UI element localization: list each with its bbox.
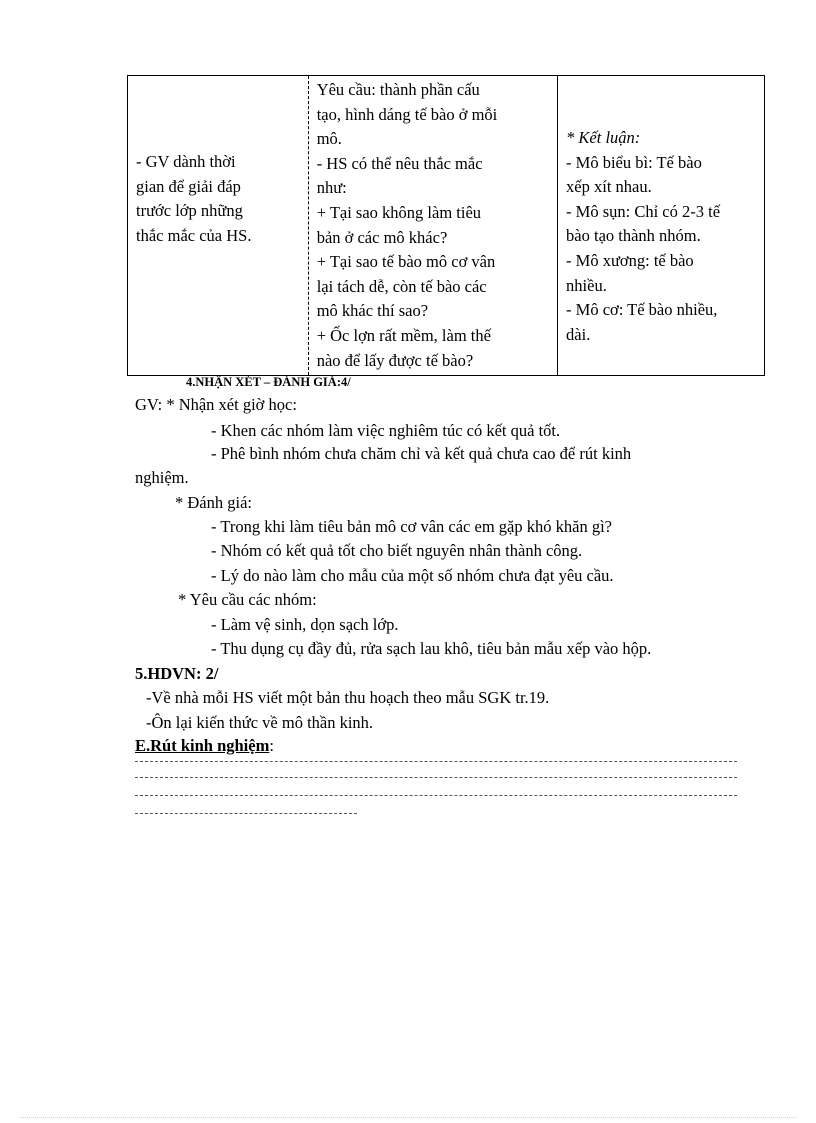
cell-line: - Mô biểu bì: Tế bào <box>566 152 702 172</box>
homework-item: -Ôn lại kiến thức về mô thần kinh. <box>146 713 374 732</box>
notes-line <box>135 795 737 796</box>
cell-line: - Mô cơ: Tế bào nhiều, <box>566 300 718 320</box>
conclusion-heading: * Kết luận: <box>566 128 641 147</box>
criticize-line-cont: nghiệm. <box>135 468 189 487</box>
teacher-activity-cell <box>128 76 309 376</box>
section-4-heading: 4.NHẬN XÉT – ĐÁNH GIÁ:4/ <box>186 375 351 389</box>
cell-line: Yêu cầu: thành phần cấu <box>316 80 480 99</box>
cell-line: xếp xít nhau. <box>566 177 652 197</box>
table-row <box>128 76 765 376</box>
page-footer-divider <box>20 1117 796 1118</box>
notes-line <box>135 777 737 778</box>
cell-line: bản ở các mô khác? <box>316 227 448 247</box>
notes-line <box>135 813 357 814</box>
requirement-item: - Thu dụng cụ đầy đủ, rửa sạch lau khô, tiêu bản mẫu xếp vào hộp. <box>211 639 652 658</box>
section-e-heading-row <box>135 736 274 756</box>
gv-comment-line: GV: * Nhận xét giờ học: <box>135 395 297 414</box>
criticize-line: - Phê bình nhóm chưa chăm chỉ và kết quả chưa cao để rút kinh <box>211 444 632 463</box>
evaluation-item: - Lý do nào làm cho mẫu của một số nhóm chưa đạt yêu cầu. <box>211 566 614 585</box>
cell-line: như: <box>316 178 347 198</box>
group-requirements-heading: * Yêu cầu các nhóm: <box>178 590 317 609</box>
section-5-heading: 5.HDVN: 2/ <box>135 664 219 683</box>
section-e-colon: : <box>269 736 274 755</box>
cell-line: mô. <box>316 129 342 149</box>
cell-line: + Ốc lợn rất mềm, làm thế <box>316 325 491 345</box>
notes-line <box>135 761 737 762</box>
cell-line: dài. <box>566 324 591 344</box>
praise-line: - Khen các nhóm làm việc nghiêm túc có kết quả tốt. <box>211 421 561 440</box>
cell-line: + Tại sao không làm tiêu <box>316 202 482 222</box>
cell-line: gian để giải đáp <box>136 176 241 196</box>
section-e-heading: E.Rút kinh nghiệm <box>135 736 270 755</box>
cell-line: tạo, hình dáng tế bào ở mỗi <box>316 104 498 124</box>
cell-line: + Tại sao tế bào mô cơ vân <box>316 252 496 272</box>
cell-line: - Mô xương: tế bào <box>566 250 694 270</box>
evaluation-item: - Nhóm có kết quả tốt cho biết nguyên nhân thành công. <box>211 541 583 560</box>
cell-line: thắc mắc của HS. <box>136 225 252 245</box>
cell-line: nhiều. <box>566 275 607 295</box>
cell-line: lại tách dễ, còn tế bào các <box>316 276 487 296</box>
cell-line: trước lớp những <box>136 201 243 221</box>
evaluation-item: - Trong khi làm tiêu bản mô cơ vân các em gặp khó khăn gì? <box>211 517 612 536</box>
student-activity-cell <box>308 76 557 376</box>
cell-line: nào để lấy được tế bào? <box>316 350 474 370</box>
cell-line: mô khác thí sao? <box>316 301 429 321</box>
cell-line: bào tạo thành nhóm. <box>566 226 701 246</box>
cell-line: - HS có thể nêu thắc mắc <box>316 153 483 173</box>
content-cell <box>558 76 765 376</box>
lesson-table <box>127 75 765 376</box>
evaluation-heading: * Đánh giá: <box>175 493 252 512</box>
cell-line: - Mô sụn: Chỉ có 2-3 tế <box>566 201 721 221</box>
cell-line: - GV dành thời <box>136 152 236 171</box>
requirement-item: - Làm vệ sinh, dọn sạch lớp. <box>211 615 399 634</box>
homework-item: -Về nhà mỗi HS viết một bản thu hoạch theo mẫu SGK tr.19. <box>146 688 550 707</box>
